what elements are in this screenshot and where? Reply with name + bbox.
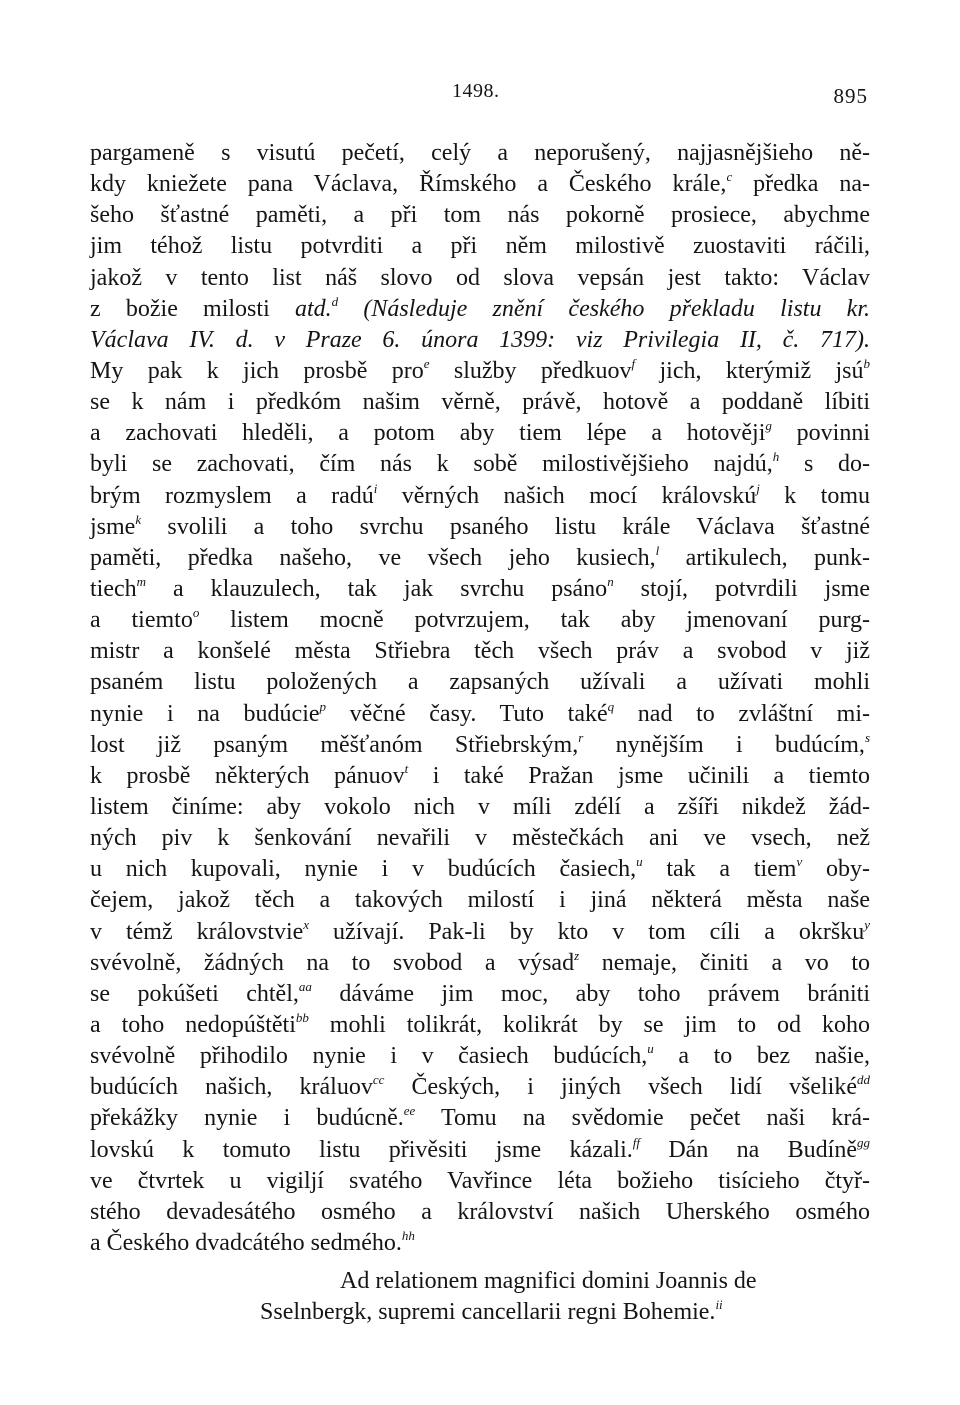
text-line: u nich kupovali, nynie i v budúcích časiech,$^u$ tak a tiem$^v$ oby- bbox=[90, 854, 871, 883]
text-line: psaném listu položených a zapsaných užívali a užívati mohli bbox=[90, 669, 870, 696]
text-line: lovskú k tomuto listu přivěsiti jsme kázali.$^{ff}$ Dán na Budíně$^{gg}$ bbox=[90, 1134, 871, 1163]
text-line: v témž královstvie$^x$ užívají. Pak-li by kto v tom cíli a okršku$^y$ bbox=[90, 916, 871, 945]
footnote-marker: c bbox=[726, 169, 733, 185]
text-line: stého devadesátého osmého a království našich Uherského osmého bbox=[90, 1198, 870, 1225]
italic-text: atd. bbox=[294, 295, 332, 322]
footnote-marker: y bbox=[864, 916, 871, 932]
footnote-marker: z bbox=[574, 947, 580, 963]
text-line: se k nám i předkóm našim věrně, právě, hotově a poddaně líbiti bbox=[90, 389, 870, 416]
footnote-marker: u bbox=[647, 1041, 654, 1057]
footnote-marker: n bbox=[607, 573, 614, 589]
text-line: My pak k jich prosbě pro$^e$ služby předkuov$^f$ jich, kterýmiž jsú$^b$ bbox=[90, 355, 870, 384]
text-line: a Českého dvadcátého sedmého.$^{hh}$ bbox=[90, 1227, 415, 1256]
text-line: svévolně přihodilo nynie i v časiech budúcích,$^u$ a to bez našie, bbox=[90, 1041, 871, 1070]
text-line: šeho šťastné paměti, a při tom nás pokorně prosiece, abychme bbox=[90, 202, 870, 229]
running-head bbox=[0, 80, 960, 110]
italic-text: (Následuje znění českého překladu listu kr. bbox=[363, 295, 870, 322]
text-line: k prosbě některých pánuov$^t$ i také Pražan jsme učinili a tiemto bbox=[90, 760, 870, 789]
text-line: tiech$^m$ a klauzulech, tak jak svrchu psáno$^n$ stojí, potvrdili jsme bbox=[90, 573, 870, 602]
text-line: svévolně, žádných na to svobod a výsad$^z$ nemaje, činiti a vo to bbox=[90, 947, 870, 976]
footnote-marker: u bbox=[636, 854, 643, 870]
text-line: jsme$^k$ svolili a toho svrchu psaného listu krále Václava šťastné bbox=[90, 511, 870, 540]
text-line: překážky nynie i budúcně.$^{ee}$ Tomu na svědomie pečet naši krá- bbox=[90, 1103, 870, 1132]
page-number: 895 bbox=[833, 84, 868, 108]
body-text bbox=[90, 138, 870, 1259]
text-line: z božie milosti atd.$^d$ (Následuje znění českého překladu listu kr. bbox=[90, 293, 870, 322]
text-line: ve čtvrtek u vigiljí svatého Vavřince léta božieho tisícieho čtyř- bbox=[90, 1167, 870, 1194]
closing-note bbox=[90, 1266, 870, 1328]
footnote-marker: ii bbox=[715, 1297, 723, 1313]
text-line: nynie i na budúcie$^p$ věčné časy. Tuto také$^q$ nad to zvláštní mi- bbox=[90, 698, 870, 727]
footnote-marker: v bbox=[796, 854, 803, 870]
footnote-marker: gg bbox=[857, 1134, 871, 1150]
footnote-marker: j bbox=[756, 480, 760, 496]
footnote-marker: bb bbox=[295, 1009, 309, 1025]
footnote-marker: t bbox=[404, 760, 409, 776]
footnote-marker: h bbox=[772, 449, 780, 465]
footnote-marker: p bbox=[319, 698, 327, 714]
text-line: paměti, předka našeho, ve všech jeho kusiech,$^l$ artikulech, punk- bbox=[90, 542, 870, 571]
footnote-marker: e bbox=[423, 355, 430, 371]
footnote-marker: dd bbox=[857, 1072, 870, 1088]
text-line: a tiemto$^o$ listem mocně potvrzujem, tak aby jmenovaní purg- bbox=[90, 605, 870, 634]
footnote-marker: m bbox=[136, 573, 147, 589]
footnote-marker: ff bbox=[632, 1134, 640, 1150]
footnote-marker: cc bbox=[372, 1072, 385, 1088]
footnote-marker: aa bbox=[298, 978, 312, 994]
footnote-marker: d bbox=[331, 293, 339, 309]
text-line: čejem, jakož těch a takových milostí i jiná některá města naše bbox=[90, 887, 870, 914]
text-line: budúcích našich, králuov$^{cc}$ Českých, i jiných všech lidí všeliké$^{dd}$ bbox=[90, 1072, 870, 1101]
text-line: lost již psaným měšťanóm Střiebrským,$^r$ nynějším i budúcím,$^s$ bbox=[90, 729, 870, 758]
footnote-marker: ee bbox=[403, 1103, 416, 1119]
text-line: mistr a konšelé města Střiebra těch všech práv a svobod v již bbox=[90, 638, 870, 665]
footnote-marker: q bbox=[607, 698, 615, 714]
header-year: 1498. bbox=[452, 80, 500, 102]
text-line: pargameně s visutú pečetí, celý a neporušený, najjasnějšieho ně- bbox=[90, 140, 870, 166]
text-line: ných piv k šenkování nevařili v městečkách ani ve vsech, než bbox=[90, 825, 870, 852]
text-line: se pokúšeti chtěl,$^{aa}$ dáváme jim moc, aby toho právem brániti bbox=[90, 978, 870, 1007]
text-line bbox=[90, 325, 870, 356]
text-line: kdy kniežete pana Václava, Římského a Českého krále,$^c$ předka na- bbox=[90, 169, 870, 198]
text-line: byli se zachovati, čím nás k sobě milostivějšieho najdú,$^h$ s do- bbox=[90, 449, 870, 478]
text-line: jakož v tento list náš slovo od slova vepsán jest takto: Václav bbox=[90, 264, 870, 291]
text-line: jim téhož listu potvrditi a při něm milostivě zuostaviti ráčili, bbox=[90, 233, 870, 260]
text-line: a zachovati hleděli, a potom aby tiem lépe a hotověji$^g$ povinni bbox=[90, 418, 870, 447]
footnote-marker: i bbox=[373, 480, 378, 496]
footnote-marker: x bbox=[303, 916, 310, 932]
closing-line: Sselnbergk, supremi cancellarii regni Bohemie.$^{ii}$ bbox=[260, 1297, 723, 1326]
text-line: a toho nedopúštěti$^{bb}$ mohli tolikrát, kolikrát by se jim to od koho bbox=[90, 1009, 870, 1038]
closing-line: Ad relationem magnifici domini Joannis de bbox=[340, 1268, 757, 1294]
text-line: listem činíme: aby vokolo nich v míli zdélí a zšíři nikdež žád- bbox=[90, 793, 870, 820]
footnote-marker: k bbox=[135, 511, 142, 527]
footnote-marker: o bbox=[192, 605, 200, 621]
footnote-marker: hh bbox=[401, 1227, 415, 1243]
footnote-marker: b bbox=[863, 355, 870, 371]
footnote-marker: s bbox=[864, 729, 870, 745]
text-line: brým rozmyslem a radú$^i$ věrných našich mocí královskú$^j$ k tomu bbox=[90, 480, 870, 509]
italic-text: Václava IV. d. v Praze 6. února 1399: viz Privilegia II, č. 717). bbox=[90, 326, 870, 353]
footnote-marker: l bbox=[655, 542, 660, 558]
footnote-marker: g bbox=[765, 418, 772, 434]
footnote-marker: r bbox=[578, 729, 584, 745]
footnote-marker: f bbox=[631, 355, 636, 371]
